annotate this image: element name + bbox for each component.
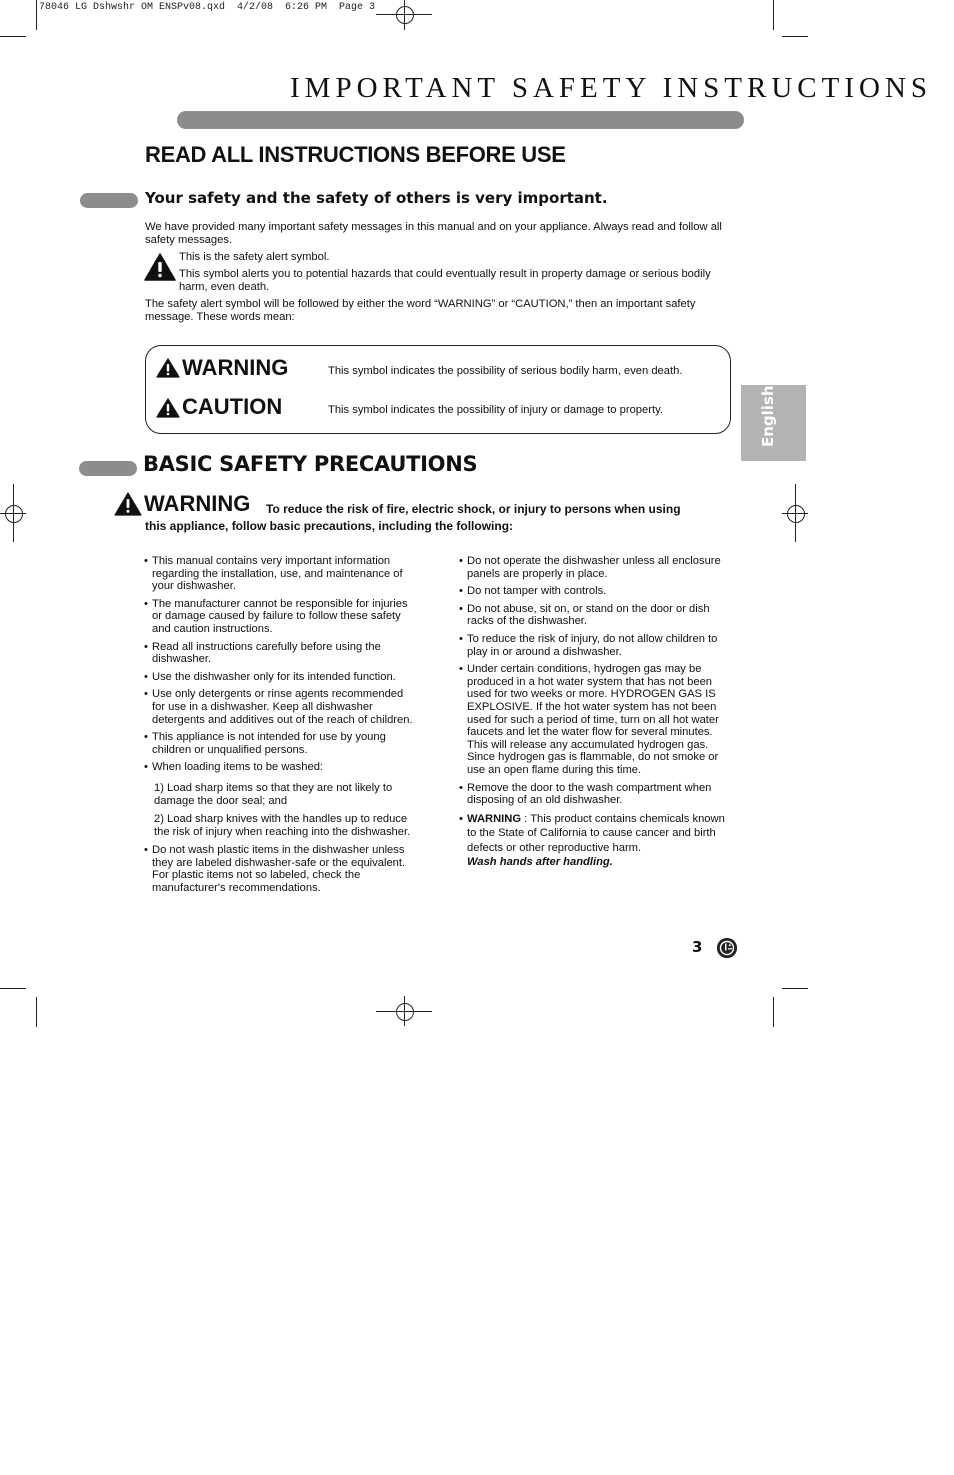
alert-hazard-text: This symbol alerts you to potential hazards that could eventually result in property damage or serious bodily harm, even death. xyxy=(179,268,711,293)
sub-list-item: 2) Load sharp knives with the handles up to reduce the risk of injury when reaching into the dishwasher. xyxy=(154,813,411,838)
page-number: 3 xyxy=(692,938,703,956)
list-item-warning xyxy=(459,812,731,870)
caution-label: CAUTION xyxy=(182,394,283,419)
list-item: • Under certain conditions, hydrogen gas may be produced in a hot water system that has not been used for two weeks or more. HYDROGEN GAS IS EXPLOSIVE. If the hot water system has not been used for such a period of time, turn on all hot water faucets and let the water flow for several minutes. This will release any accumulated hydrogen gas. Since hydrogen gas is flammable, do not smoke or use an open flame during this time. xyxy=(459,663,731,776)
page-title: IMPORTANT SAFETY INSTRUCTIONS xyxy=(290,72,933,104)
list-item: • Do not abuse, sit on, or stand on the door or dish racks of the dishwasher. xyxy=(459,603,731,628)
list-item: • The manufacturer cannot be responsible for injuries or damage caused by failure to follow these safety and caution instructions. xyxy=(144,598,416,636)
section-pill xyxy=(79,461,137,476)
warning-alert-icon xyxy=(156,358,180,383)
list-item: • Do not operate the dishwasher unless all enclosure panels are properly in place. xyxy=(459,555,731,580)
basic-safety-heading: BASIC SAFETY PRECAUTIONS xyxy=(143,452,478,476)
caution-alert-icon xyxy=(156,398,180,423)
list-item: • Read all instructions carefully before using the dishwasher. xyxy=(144,641,416,666)
list-item: • Do not tamper with controls. xyxy=(459,585,731,598)
list-item: • Remove the door to the wash compartment when disposing of an old dishwasher. xyxy=(459,782,731,807)
alert-symbol-text: This is the safety alert symbol. xyxy=(179,251,330,263)
caution-description: This symbol indicates the possibility of injury or damage to property. xyxy=(328,404,663,416)
warning-label: WARNING xyxy=(182,355,289,380)
warning-description: This symbol indicates the possibility of serious bodily harm, even death. xyxy=(328,365,683,377)
section-pill xyxy=(80,193,138,208)
list-item: • To reduce the risk of injury, do not allow children to play in or around a dishwasher. xyxy=(459,633,731,658)
basic-warning-alert-icon xyxy=(114,492,142,521)
print-slug: 78046 LG Dshwshr OM ENSPv08.qxd 4/2/08 6:26 PM Page 3 xyxy=(39,2,376,13)
precautions-right-column xyxy=(459,555,731,875)
lg-logo-icon xyxy=(717,938,737,958)
language-tab[interactable] xyxy=(741,385,806,461)
basic-warning-lead-2: this appliance, follow basic precautions, including the following: xyxy=(145,519,514,533)
signal-words-text: The safety alert symbol will be followed by either the word “WARNING” or “CAUTION,” then an important safety message. These words mean: xyxy=(145,298,696,323)
language-label: English xyxy=(759,385,777,447)
safety-alert-icon xyxy=(144,253,176,281)
basic-warning-label: WARNING xyxy=(144,491,251,516)
list-item: • This appliance is not intended for use by young children or unqualified persons. xyxy=(144,731,416,756)
basic-warning-lead-1: To reduce the risk of fire, electric shock, or injury to persons when using xyxy=(266,502,681,516)
list-item: • Do not wash plastic items in the dishwasher unless they are labeled dishwasher-safe or the equivalent. For plastic items not so labeled, check the manufacturer's recommendations. xyxy=(144,844,416,894)
list-item: • Use only detergents or rinse agents recommended for use in a dishwasher. Keep all dishwasher detergents and additives out of the reach of children. xyxy=(144,688,416,726)
precautions-left-column xyxy=(144,555,416,900)
sub-list-item: 1) Load sharp items so that they are not likely to damage the door seal; and xyxy=(154,781,393,807)
wash-hands-note: Wash hands after handling. xyxy=(467,856,613,869)
list-item: • This manual contains very important information regarding the installation, use, and maintenance of your dishwasher. xyxy=(144,555,416,593)
safety-subheading: Your safety and the safety of others is very important. xyxy=(145,189,608,207)
california-warning-text: : This product contains chemicals known to the State of California to cause cancer and birth defects or other reproductive harm. xyxy=(467,812,725,854)
title-bar xyxy=(177,111,744,129)
california-warning-label: WARNING xyxy=(467,812,522,825)
safety-intro: We have provided many important safety messages in this manual and on your appliance. Always read and follow all safety messages. xyxy=(145,221,722,246)
list-item: • When loading items to be washed: xyxy=(144,761,416,774)
list-item: • Use the dishwasher only for its intended function. xyxy=(144,671,416,684)
main-heading: READ ALL INSTRUCTIONS BEFORE USE xyxy=(145,142,566,167)
